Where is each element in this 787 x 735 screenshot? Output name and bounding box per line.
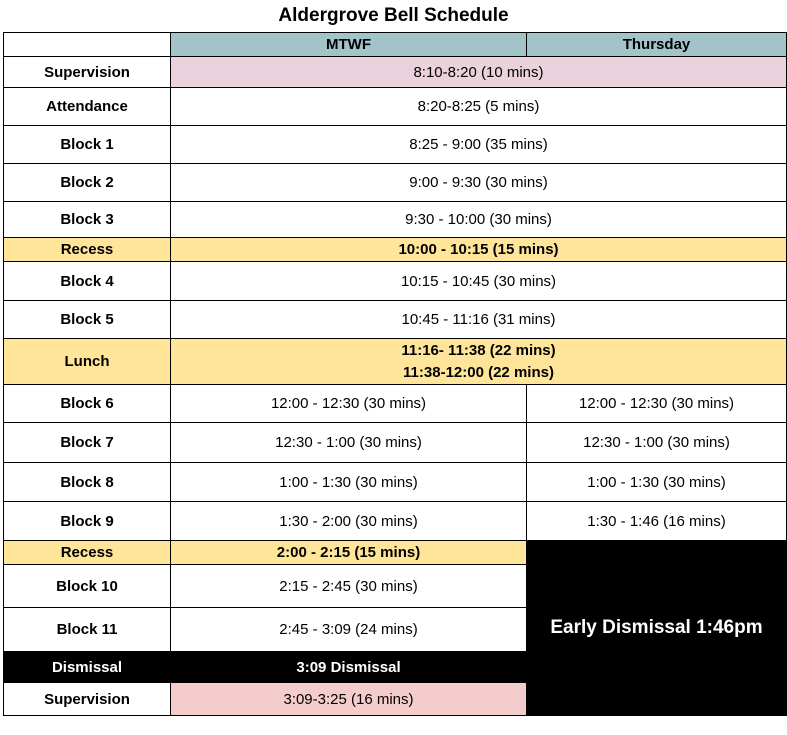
row-label: Block 3 [4,202,171,238]
header-empty-cell [4,33,171,57]
row-block-5 [4,301,787,339]
row-label: Block 11 [4,608,171,652]
mtwf-time: 12:30 - 1:00 (30 mins) [171,423,527,463]
mtwf-time: 2:00 - 2:15 (15 mins) [171,541,527,565]
lunch-times [171,339,787,385]
row-label: Attendance [4,88,171,126]
header-thursday: Thursday [527,33,787,57]
mtwf-time: 3:09 Dismissal [171,652,527,683]
row-lunch [4,339,787,385]
mtwf-time: 2:45 - 3:09 (24 mins) [171,608,527,652]
row-label: Recess [4,541,171,565]
row-recess-am [4,238,787,262]
row-supervision-am [4,57,787,88]
mtwf-time: 2:15 - 2:45 (30 mins) [171,565,527,608]
row-time: 8:10-8:20 (10 mins) [171,57,787,88]
thursday-time: 1:30 - 1:46 (16 mins) [527,502,787,541]
row-time: 8:20-8:25 (5 mins) [171,88,787,126]
row-time: 10:45 - 11:16 (31 mins) [171,301,787,339]
row-label: Block 1 [4,126,171,164]
row-label: Dismissal [4,652,171,683]
row-block-6 [4,385,787,423]
row-block-9 [4,502,787,541]
mtwf-time: 3:09-3:25 (16 mins) [171,683,527,716]
row-label: Recess [4,238,171,262]
bell-schedule-table [3,32,787,716]
page-title: Aldergrove Bell Schedule [278,5,509,26]
lunch-time-1: 11:16- 11:38 (22 mins) [401,341,556,359]
mtwf-time: 12:00 - 12:30 (30 mins) [171,385,527,423]
row-time: 10:00 - 10:15 (15 mins) [171,238,787,262]
row-label: Lunch [4,339,171,385]
row-label: Block 9 [4,502,171,541]
row-time: 8:25 - 9:00 (35 mins) [171,126,787,164]
row-block-3 [4,202,787,238]
row-recess-pm [4,541,787,565]
row-label: Block 5 [4,301,171,339]
row-label: Supervision [4,57,171,88]
row-label: Block 4 [4,262,171,301]
thursday-time: 1:00 - 1:30 (30 mins) [527,463,787,502]
row-block-7 [4,423,787,463]
early-dismissal-block: Early Dismissal 1:46pm [527,541,787,716]
thursday-time: 12:00 - 12:30 (30 mins) [527,385,787,423]
row-time: 10:15 - 10:45 (30 mins) [171,262,787,301]
header-row [4,33,787,57]
row-block-4 [4,262,787,301]
row-label: Block 10 [4,565,171,608]
row-time: 9:00 - 9:30 (30 mins) [171,164,787,202]
row-label: Supervision [4,683,171,716]
row-label: Block 6 [4,385,171,423]
row-attendance [4,88,787,126]
mtwf-time: 1:00 - 1:30 (30 mins) [171,463,527,502]
header-mtwf: MTWF [171,33,527,57]
row-block-2 [4,164,787,202]
row-block-8 [4,463,787,502]
row-label: Block 2 [4,164,171,202]
mtwf-time: 1:30 - 2:00 (30 mins) [171,502,527,541]
row-time: 9:30 - 10:00 (30 mins) [171,202,787,238]
lunch-time-2: 11:38-12:00 (22 mins) [403,363,554,381]
thursday-time: 12:30 - 1:00 (30 mins) [527,423,787,463]
row-block-1 [4,126,787,164]
row-label: Block 7 [4,423,171,463]
row-label: Block 8 [4,463,171,502]
